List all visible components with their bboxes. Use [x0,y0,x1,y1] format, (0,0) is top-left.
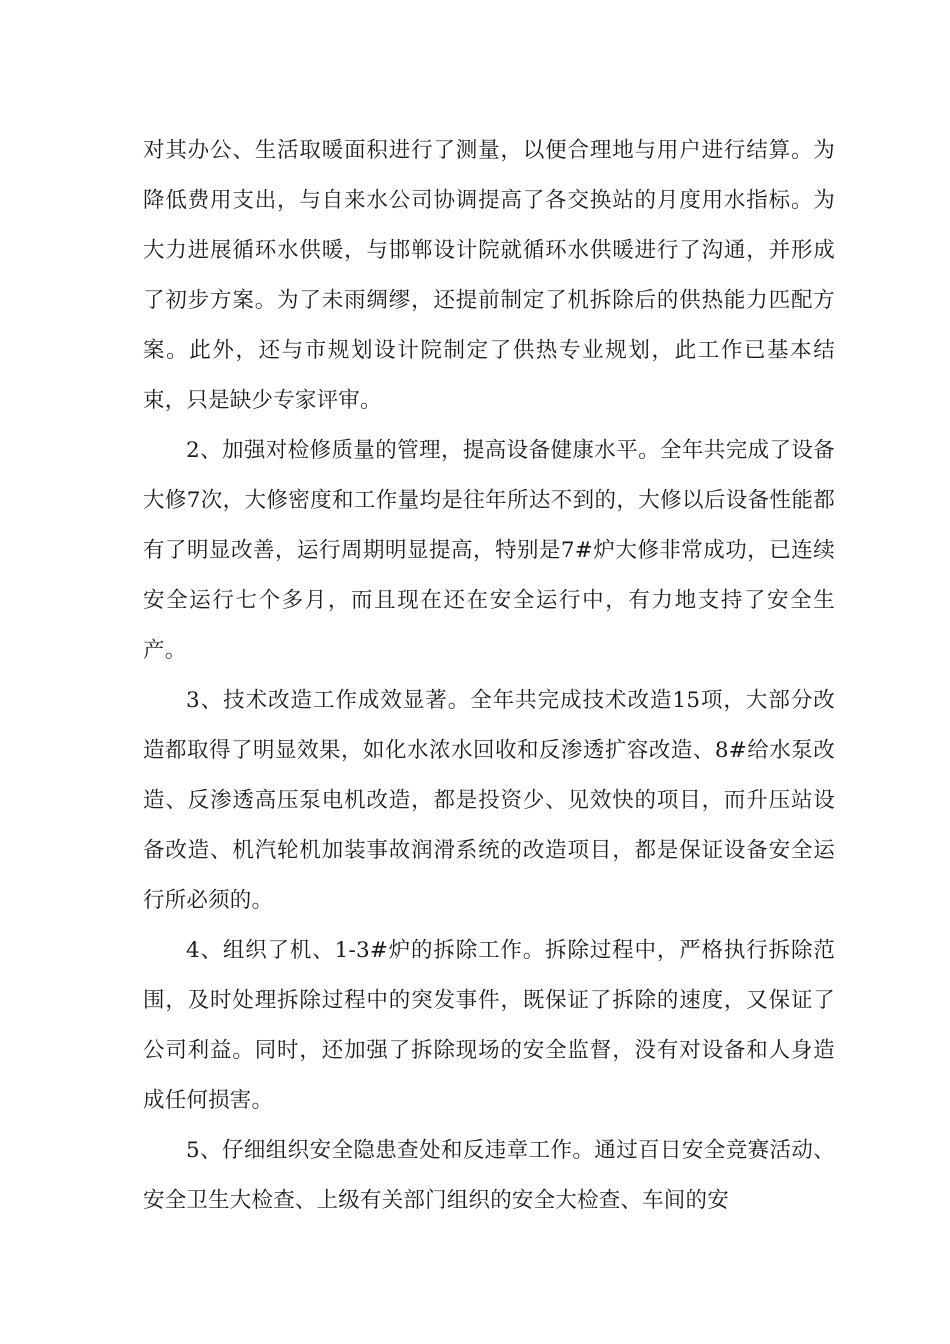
document-body [143,126,835,1226]
paragraph-5: 5、仔细组织安全隐患查处和反违章工作。通过百日安全竞赛活动、安全卫生大检查、上级有关部门组织的安全大检查、车间的安 [143,1138,835,1213]
paragraph-3: 3、技术改造工作成效显著。全年共完成技术改造15项，大部分改造都取得了明显效果，如化水浓水回收和反渗透扩容改造、8#给水泵改造、反渗透高压泵电机改造，都是投资少、见效快的项目，而升压站设备改造、机汽轮机加装事故润滑系统的改造项目，都是保证设备安全运行所必须的。 [143,688,835,913]
paragraph-2: 2、加强对检修质量的管理，提高设备健康水平。全年共完成了设备大修7次，大修密度和工作量均是往年所达不到的，大修以后设备性能都有了明显改善，运行周期明显提高，特别是7#炉大修非常成功，已连续安全运行七个多月，而且现在还在安全运行中，有力地支持了安全生产。 [143,438,835,663]
paragraph-4: 4、组织了机、1-3#炉的拆除工作。拆除过程中，严格执行拆除范围，及时处理拆除过程中的突发事件，既保证了拆除的速度，又保证了公司利益。同时，还加强了拆除现场的安全监督，没有对设备和人身造成任何损害。 [143,938,835,1113]
paragraph-1: 对其办公、生活取暖面积进行了测量，以便合理地与用户进行结算。为降低费用支出，与自来水公司协调提高了各交换站的月度用水指标。为大力进展循环水供暖，与邯郸设计院就循环水供暖进行了沟通，并形成了初步方案。为了未雨绸缪，还提前制定了机拆除后的供热能力匹配方案。此外，还与市规划设计院制定了供热专业规划，此工作已基本结束，只是缺少专家评审。 [143,138,835,413]
